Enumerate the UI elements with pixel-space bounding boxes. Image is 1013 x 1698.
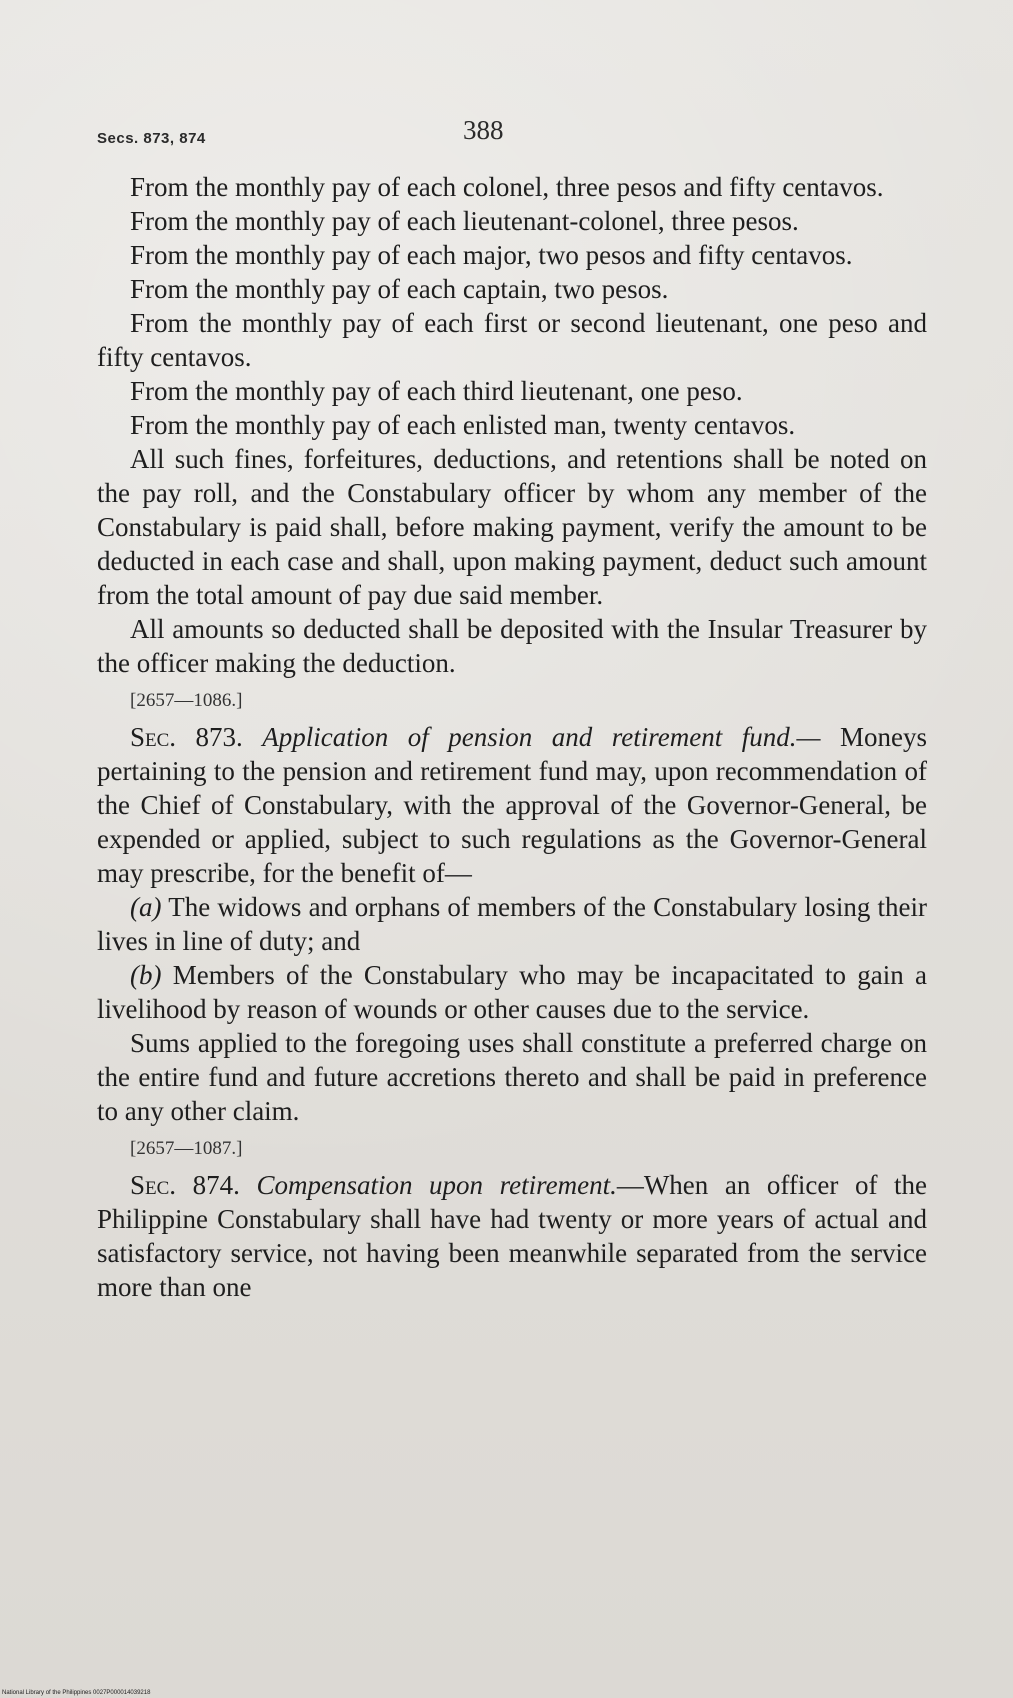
item-b-text: Members of the Constabulary who may be incapacitated to gain a livelihood by reason of wounds or other causes due to the service. [97, 960, 927, 1024]
section-873-text: Moneys pertaining to the pension and retirement fund may, upon recommendation of the Chief of Constabulary, with the approval of the Governor-General, be expended or applied, subject to such regulations as the Governor-General may prescribe, for the benefit of— [97, 722, 927, 888]
paragraph-deposit: All amounts so deducted shall be deposited with the Insular Treasurer by the officer making the deduction. [97, 614, 927, 678]
section-874 [97, 1168, 927, 1304]
paragraph-enlisted-man: From the monthly pay of each enlisted man, twenty centavos. [130, 410, 796, 440]
item-b-label: (b) [130, 960, 162, 990]
section-874-label: Sec. 874. [130, 1170, 240, 1200]
citation-1087: [2657—1087.] [130, 1138, 243, 1159]
paragraph-third-lieutenant: From the monthly pay of each third lieutenant, one peso. [130, 376, 743, 406]
paragraph-fines-deductions: All such fines, forfeitures, deductions, and retentions shall be noted on the pay roll, and the Constabulary officer by whom any member of the Constabulary is paid shall, before making payment, verify the amount to be deducted in each case and shall, upon making payment, deduct such amount from the total amount of pay due said member. [97, 444, 927, 610]
section-874-heading: Compensation upon retirement. [256, 1170, 617, 1200]
item-a-label: (a) [130, 892, 162, 922]
section-reference: Secs. 873, 874 [97, 130, 206, 147]
citation-1086: [2657—1086.] [130, 690, 243, 711]
section-873-heading: Application of pension and retirement fund.— [262, 722, 821, 752]
paragraph-lieutenant-colonel: From the monthly pay of each lieutenant-colonel, three pesos. [130, 206, 799, 236]
paragraph-sums: Sums applied to the foregoing uses shall constitute a preferred charge on the entire fund and future accretions thereto and shall be paid in preference to any other claim. [97, 1028, 927, 1126]
paragraph-first-second-lieutenant: From the monthly pay of each first or second lieutenant, one peso and fifty centavos. [97, 308, 927, 372]
paragraph-colonel: From the monthly pay of each colonel, three pesos and fifty centavos. [130, 172, 884, 202]
section-874-text: —When an officer of the Philippine Constabulary shall have had twenty or more years of actual and satisfactory service, not having been meanwhile separated from the service more than one [97, 1170, 928, 1302]
paragraph-captain: From the monthly pay of each captain, two pesos. [130, 274, 669, 304]
section-873-label: Sec. 873. [130, 722, 243, 752]
item-b [97, 958, 927, 1026]
page-number: 388 [463, 115, 504, 145]
item-a [97, 890, 927, 958]
item-a-text: The widows and orphans of members of the Constabulary losing their lives in line of duty; and [97, 892, 928, 956]
section-873 [97, 720, 927, 890]
body-text [97, 170, 927, 1304]
paragraph-major: From the monthly pay of each major, two pesos and fifty centavos. [130, 240, 853, 270]
scan-footer-note: National Library of the Philippines 0027P000014039218 [2, 1690, 151, 1696]
